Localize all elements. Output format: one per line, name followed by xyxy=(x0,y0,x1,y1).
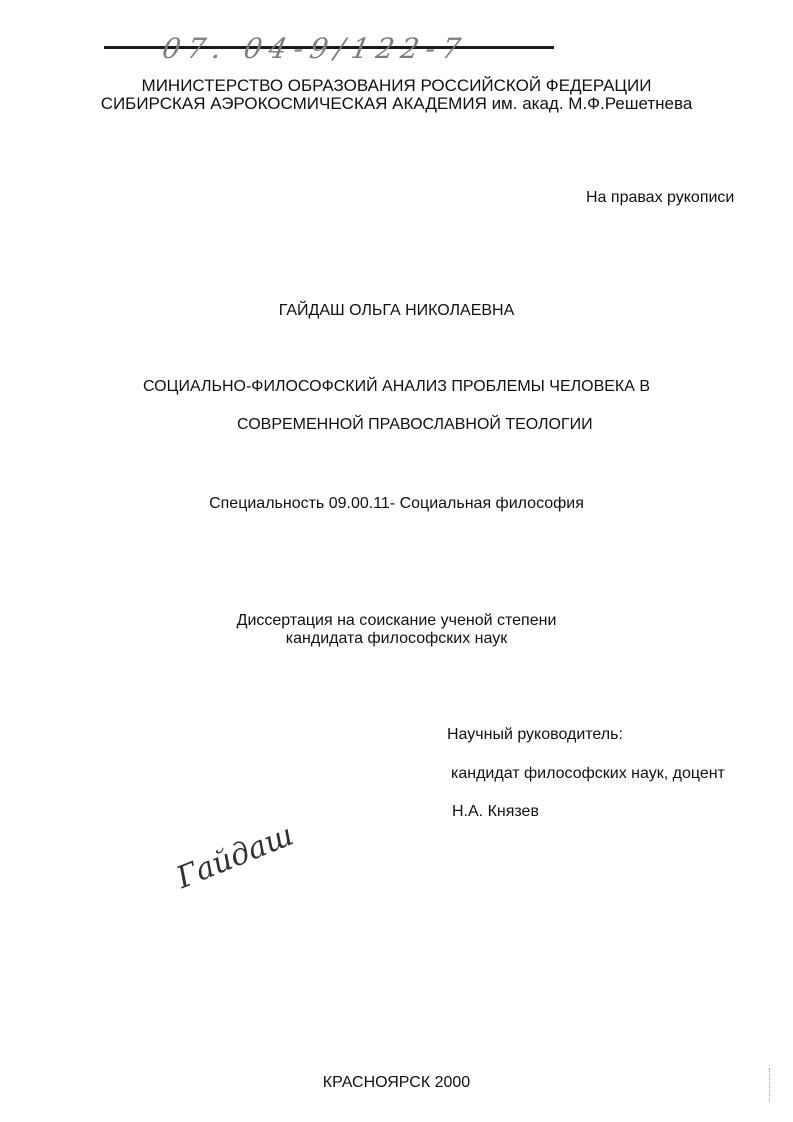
registry-stamp-text: 07. 04-9/122-7 xyxy=(159,32,471,65)
ministry-heading: МИНИСТЕРСТВО ОБРАЗОВАНИЯ РОССИЙСКОЙ ФЕДЕРАЦИИ xyxy=(141,76,652,95)
signature xyxy=(170,817,299,896)
title-line-2: СОВРЕМЕННОЙ ПРАВОСЛАВНОЙ ТЕОЛОГИИ xyxy=(237,416,593,433)
city-year: КРАСНОЯРСК 2000 xyxy=(322,1074,471,1091)
dissertation-line-2: кандидата философских наук xyxy=(285,630,508,647)
supervisor-degree: кандидат философских наук, доцент xyxy=(451,765,725,782)
academy-heading: СИБИРСКАЯ АЭРОКОСМИЧЕСКАЯ АКАДЕМИЯ им. акад. М.Ф.Решетнева xyxy=(100,94,693,113)
manuscript-note: На правах рукописи xyxy=(586,189,735,206)
author-name: ГАЙДАШ ОЛЬГА НИКОЛАЕВНА xyxy=(278,302,515,319)
supervisor-label: Научный руководитель: xyxy=(447,726,623,743)
title-line-1: СОЦИАЛЬНО-ФИЛОСОФСКИЙ АНАЛИЗ ПРОБЛЕМЫ ЧЕЛОВЕКА В xyxy=(142,378,651,395)
specialty: Специальность 09.00.11- Социальная философия xyxy=(209,495,584,512)
supervisor-name: Н.А. Князев xyxy=(452,803,539,820)
scan-artifact xyxy=(769,1068,770,1102)
dissertation-line-1: Диссертация на соискание ученой степени xyxy=(236,612,557,629)
signature-text: Гайдаш xyxy=(171,817,299,896)
registry-stamp xyxy=(160,30,560,70)
